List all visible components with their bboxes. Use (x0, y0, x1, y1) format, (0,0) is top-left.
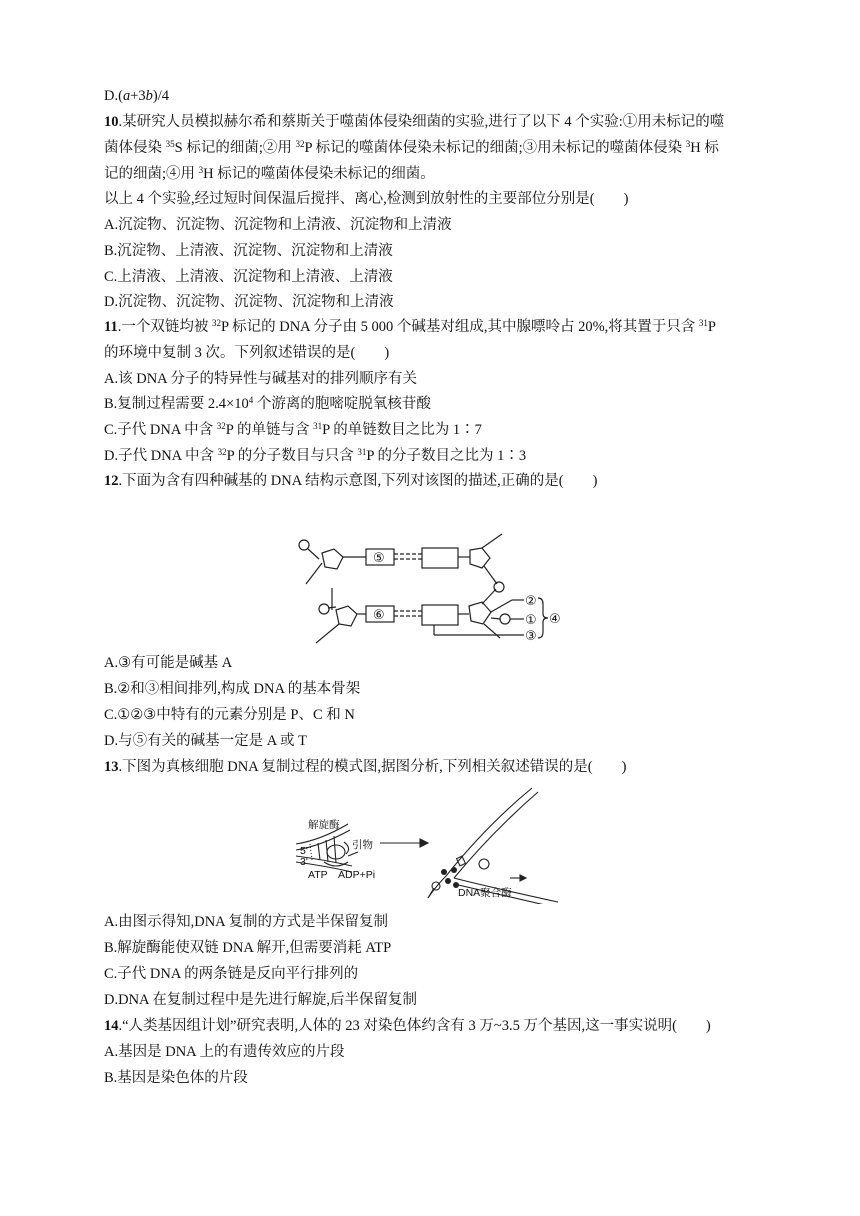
q10-stem-line-4: 以上 4 个实验,经过短时间保温后搅拌、离心,检测到放射性的主要部位分别是( ) (104, 191, 629, 207)
q10-stem-line-1: 10.某研究人员模拟赫尔希和蔡斯关于噬菌体侵染细菌的实验,进行了以下 4 个实验:①用未标记的噬 (104, 114, 725, 130)
label-adp: ADP+Pi (338, 869, 376, 881)
q12-stem: 12.下面为含有四种碱基的 DNA 结构示意图,下列对该图的描述,正确的是( ) (104, 473, 598, 489)
label-atp: ATP (308, 869, 328, 881)
deoxyribose-top-left (322, 549, 343, 569)
q12-option-c: C.①②③中特有的元素分别是 P、C 和 N (104, 707, 355, 723)
q14-option-a: A.基因是 DNA 上的有遗传效应的片段 (104, 1044, 345, 1060)
base-box-right-top (422, 548, 458, 568)
q10-stem-line-2: 菌体侵染 $^{35}$S 标记的细菌;②用 $^{32}$P 标记的噬菌体侵染未标记的细菌;③用未标记的噬菌体侵染 $^3$H 标 (104, 139, 719, 156)
base-box-right-bottom (422, 605, 458, 625)
q10-option-c: C.上清液、上清液、沉淀物和上清液、上清液 (104, 269, 393, 285)
q14-stem: 14.“人类基因组计划”研究表明,人体的 23 对染色体约含有 3 万~3.5 万个基因,这一事实说明( ) (104, 1018, 711, 1034)
label-helicase: 解旋酶 (308, 819, 340, 831)
q10-number: 10 (104, 114, 119, 130)
q11-option-a: A.该 DNA 分子的特异性与碱基对的排列顺序有关 (104, 371, 417, 387)
label-one: ① (525, 612, 537, 627)
label-primer: 引物 (352, 839, 373, 851)
label-three: ③ (525, 628, 537, 643)
label-five: ⑤ (373, 550, 385, 565)
label-six: ⑥ (373, 607, 385, 622)
dna-replication-diagram (296, 786, 560, 904)
label-dna-polymerase: DNA聚合酶 (458, 887, 512, 899)
q12-option-d: D.与⑤有关的碱基一定是 A 或 T (104, 733, 307, 749)
label-5-prime: 5' (300, 845, 308, 857)
deoxyribose-top-right (470, 548, 490, 568)
deoxyribose-bottom-right (469, 602, 491, 624)
q13-option-b: B.解旋酶能使双链 DNA 解开,但需要消耗 ATP (104, 940, 392, 956)
q11-option-c: C.子代 DNA 中含 $^{32}$P 的单链与含 $^{31}$P 的单链数目之比为 1∶7 (104, 421, 482, 438)
label-3-prime: 3' (300, 856, 308, 868)
q11-option-d: D.子代 DNA 中含 $^{32}$P 的分子数目与只含 $^{31}$P 的分子数目之比为 1∶3 (104, 447, 527, 464)
q10-option-d: D.沉淀物、沉淀物、沉淀物、沉淀物和上清液 (104, 294, 394, 310)
q11-option-b: B.复制过程需要 $2.4\times 10^4$ 个游离的胞嘧啶脱氧核苷酸 (104, 395, 431, 412)
phosphate-circle-bottom-left (319, 604, 329, 614)
label-two: ② (525, 593, 537, 608)
q9-option-d: D.(a+3b)/4 (104, 88, 169, 104)
q11-stem-line-2: 的环境中复制 3 次。下列叙述错误的是( ) (104, 345, 390, 361)
phosphate-circle-one (500, 614, 510, 624)
q13-option-d: D.DNA 在复制过程中是先进行解旋,后半保留复制 (104, 992, 417, 1008)
dna-structure-diagram (292, 528, 572, 648)
phosphate-circle-top-left (299, 540, 309, 550)
q11-stem-line-1: 11.一个双链均被 $^{32}$P 标记的 DNA 分子由 5 000 个碱基对组成,其中腺嘌呤占 20%,将其置于只含 $^{31}$P (104, 318, 716, 335)
q13-option-a: A.由图示得知,DNA 复制的方式是半保留复制 (104, 914, 388, 930)
q12-option-b: B.②和③相间排列,构成 DNA 的基本骨架 (104, 681, 361, 697)
q10-option-b: B.沉淀物、上清液、沉淀物、沉淀物和上清液 (104, 243, 393, 259)
q12-option-a: A.③有可能是碱基 A (104, 655, 233, 671)
q10-stem-line-3: 记的细菌;④用 $^3$H 标记的噬菌体侵染未标记的细菌。 (104, 165, 435, 182)
q13-stem: 13.下图为真核细胞 DNA 复制过程的模式图,据图分析,下列相关叙述错误的是( ) (104, 759, 627, 775)
q13-option-c: C.子代 DNA 的两条链是反向平行排列的 (104, 966, 359, 982)
phosphate-circle-right (494, 582, 504, 592)
polymerase-circle (479, 859, 489, 869)
deoxyribose-bottom-left (336, 606, 357, 626)
label-four: ④ (549, 611, 561, 626)
q14-option-b: B.基因是染色体的片段 (104, 1070, 248, 1086)
q10-option-a: A.沉淀物、沉淀物、沉淀物和上清液、沉淀物和上清液 (104, 217, 452, 233)
